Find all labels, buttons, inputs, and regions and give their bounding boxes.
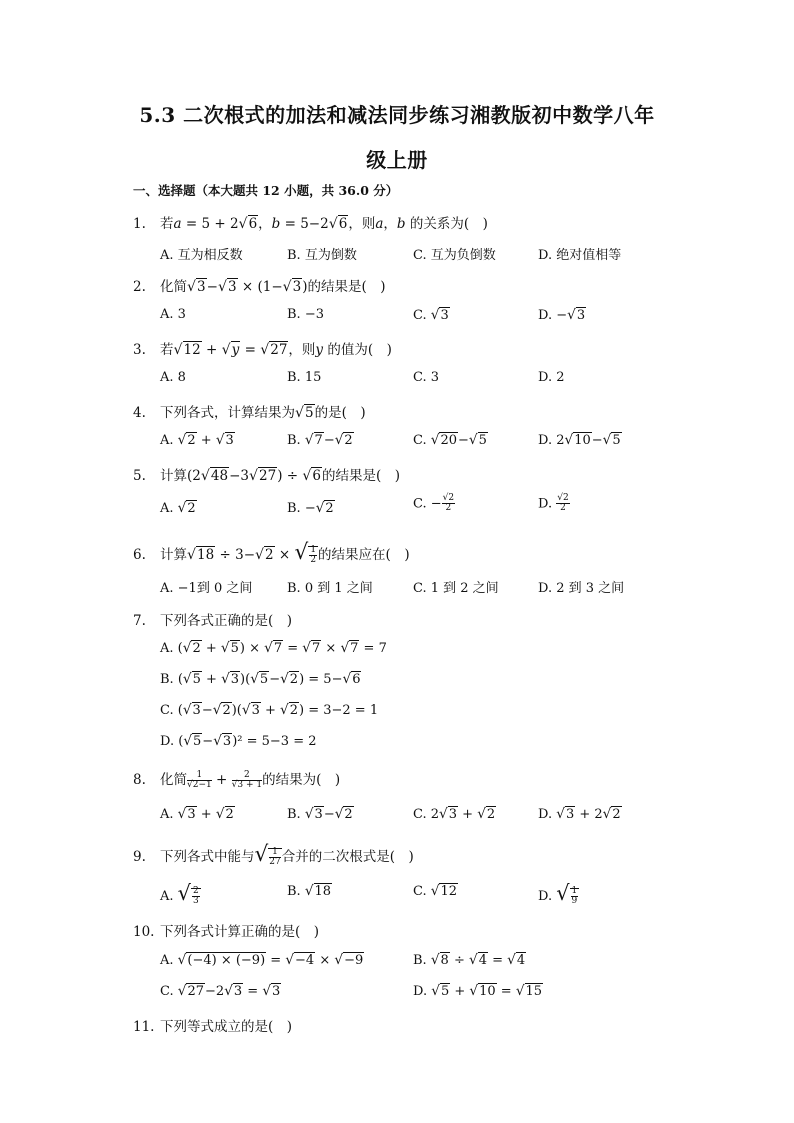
question-11: 11. 下列等式成立的是( )	[133, 1019, 293, 1035]
q9-option-c[interactable]: C. √12	[413, 883, 458, 899]
q10-option-d[interactable]: D. √5 + √10 = √15	[413, 983, 543, 999]
section-heading: 一、选择题（本大题共 12 小题，共 36.0 分）	[133, 183, 399, 198]
q5-option-d[interactable]: D. $\frac{√2}{2}$	[538, 493, 569, 514]
q3-option-c[interactable]: C. 3	[413, 370, 440, 385]
question-4: 4. 下列各式，计算结果为√5的是( )	[133, 405, 366, 421]
q1-option-a[interactable]: A. 互为相反数	[160, 248, 243, 263]
question-1: 1. 若a = 5 + 2√6，b = 5−2√6，则a，b 的关系为( )	[133, 216, 488, 232]
q10-option-a[interactable]: A. √(−4) × (−9) = √−4 × √−9	[160, 952, 364, 968]
q8-option-d[interactable]: D. √3 + 2√2	[538, 806, 621, 822]
q3-option-a[interactable]: A. 8	[160, 370, 186, 385]
q8-option-c[interactable]: C. 2√3 + √2	[413, 806, 496, 822]
q3-option-b[interactable]: B. 15	[287, 370, 322, 385]
q6-option-c[interactable]: C. 1 到 2 之间	[413, 581, 499, 596]
q2-option-a[interactable]: A. 3	[160, 307, 186, 322]
q1-option-b[interactable]: B. 互为倒数	[287, 248, 357, 263]
q5-option-c[interactable]: C. − $\frac{√2}{2}$	[413, 493, 455, 514]
page-title-line2: 级上册	[366, 148, 428, 172]
question-2: 2. 化简√3−√3 × (1−√3)的结果是( )	[133, 279, 386, 295]
q7-option-d[interactable]: D. (√5−√3)² = 5−3 = 2	[160, 733, 317, 749]
question-5: 5. 计算(2√48−3√27) ÷ √6的结果是( )	[133, 468, 401, 484]
q6-option-d[interactable]: D. 2 到 3 之间	[538, 581, 625, 596]
question-7: 7. 下列各式正确的是( )	[133, 613, 293, 629]
q10-option-b[interactable]: B. √8 ÷ √4 = √4	[413, 952, 526, 968]
question-10: 10. 下列各式计算正确的是( )	[133, 924, 320, 940]
q9-option-d[interactable]: D. √ $\frac{1}{9}$	[538, 881, 578, 906]
page-title-line1: 5.3 二次根式的加法和减法同步练习湘教版初中数学八年	[139, 103, 655, 127]
q7-option-a[interactable]: A. (√2 + √5) × √7 = √7 × √7 = 7	[160, 640, 387, 656]
q7-option-b[interactable]: B. (√5 + √3)(√5−√2) = 5−√6	[160, 671, 361, 687]
question-8: 8. 化简 $\frac{1}{√2-1}$ + $\frac{2}{√3 + 1}$ 的结果为( )	[133, 769, 341, 790]
q5-option-a[interactable]: A. √2	[160, 500, 196, 516]
q8-option-a[interactable]: A. √3 + √2	[160, 806, 234, 822]
question-3: 3. 若√12 + √y = √27，则y 的值为( )	[133, 342, 392, 358]
q8-option-b[interactable]: B. √3−√2	[287, 806, 353, 822]
q7-option-c[interactable]: C. (√3−√2)(√3 + √2) = 3−2 = 1	[160, 702, 379, 718]
q2-option-b[interactable]: B. −3	[287, 307, 324, 322]
q10-option-c[interactable]: C. √27−2√3 = √3	[160, 983, 281, 999]
q1-option-d[interactable]: D. 绝对值相等	[538, 248, 622, 263]
q3-option-d[interactable]: D. 2	[538, 370, 565, 385]
q2-option-c[interactable]: C. √3	[413, 307, 449, 323]
q4-option-b[interactable]: B. √7−√2	[287, 432, 353, 448]
q4-option-c[interactable]: C. √20−√5	[413, 432, 487, 448]
q4-option-a[interactable]: A. √2 + √3	[160, 432, 234, 448]
q2-option-d[interactable]: D. −√3	[538, 307, 586, 323]
question-6: 6. 计算√18 ÷ 3−√2 × √ $\frac{1}{2}$ 的结果应在( )	[133, 540, 410, 565]
q1-option-c[interactable]: C. 互为负倒数	[413, 248, 496, 263]
question-9: 9. 下列各式中能与√ $\frac{1}{27}$ 合并的二次根式是( )	[133, 842, 414, 867]
q6-option-a[interactable]: A. −1到 0 之间	[160, 581, 253, 596]
q9-option-a[interactable]: A. √ $\frac{2}{3}$	[160, 881, 199, 906]
q4-option-d[interactable]: D. 2√10−√5	[538, 432, 621, 448]
q6-option-b[interactable]: B. 0 到 1 之间	[287, 581, 373, 596]
q9-option-b[interactable]: B. √18	[287, 883, 332, 899]
q5-option-b[interactable]: B. −√2	[287, 500, 334, 516]
